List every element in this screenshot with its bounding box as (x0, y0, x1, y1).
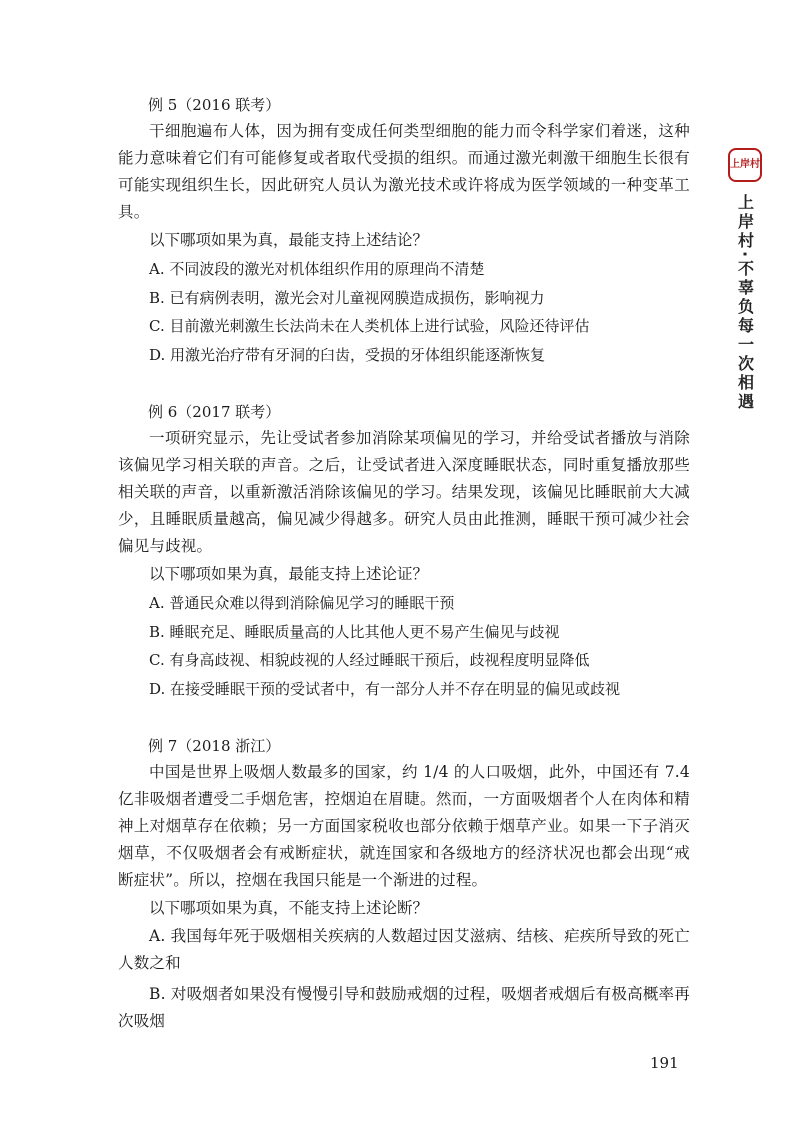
option-b: B. 已有病例表明，激光会对儿童视网膜造成损伤，影响视力 (149, 288, 545, 307)
option-b: B. 睡眠充足、睡眠质量高的人比其他人更不易产生偏见与歧视 (149, 622, 560, 641)
option-c: C. 有身高歧视、相貌歧视的人经过睡眠干预后，歧视程度明显降低 (149, 651, 590, 669)
option-d: D. 用激光治疗带有牙洞的臼齿，受损的牙体组织能逐渐恢复 (149, 345, 546, 364)
option-b: B. 对吸烟者如果没有慢慢引导和鼓励戒烟的过程，吸烟者戒烟后有极高概率再次吸烟 (118, 985, 690, 1030)
example-block (118, 92, 690, 369)
option-c: C. 目前激光刺激生长法尚未在人类机体上进行试验，风险还待评估 (149, 317, 590, 335)
example-title: 例 7（2018 浙江） (148, 737, 281, 755)
example-question: 以下哪项如果为真，不能支持上述论断？ (149, 899, 429, 917)
example-question: 以下哪项如果为真，最能支持上述论证？ (149, 565, 429, 583)
option-a: A. 不同波段的激光对机体组织作用的原理尚不清楚 (149, 260, 485, 278)
page-number: 191 (650, 1054, 679, 1072)
example-paragraph: 中国是世界上吸烟人数最多的国家，约 1/4 的人口吸烟，此外，中国还有 7.4 亿非吸烟者遭受二手烟危害，控烟迫在眉睫。然而，一方面吸烟者个人在肉体和精神上对烟草存在依赖；另一方面国家税收也部分依赖于烟草产业。如果一下子消灭烟草，不仅吸烟者会有戒断症状，就连国家和各级地方的经济状况也都会出现“戒断症状”。所以，控烟在我国只能是一个渐进的过程。 (118, 763, 690, 889)
option-d: D. 在接受睡眠干预的受试者中，有一部分人并不存在明显的偏见或歧视 (149, 679, 621, 698)
option-a: A. 我国每年死于吸烟相关疾病的人数超过因艾滋病、结核、疟疾所导致的死亡人数之和 (118, 927, 691, 972)
example-paragraph: 一项研究显示，先让受试者参加消除某项偏见的学习，并给受试者播放与消除该偏见学习相关联的声音。之后，让受试者进入深度睡眠状态，同时重复播放那些相关联的声音，以重新激活消除该偏见的学习。结果发现，该偏见比睡眠前大大减少，且睡眠质量越高，偏见减少得越多。研究人员由此推测，睡眠干预可减少社会偏见与歧视。 (118, 429, 690, 555)
example-question: 以下哪项如果为真，最能支持上述结论？ (149, 231, 429, 249)
brand-seal: 上岸村 (728, 148, 762, 182)
example-title: 例 6（2017 联考） (148, 403, 281, 421)
example-block (118, 733, 690, 1035)
sidebar-slogan: 上岸村·不辜负每一次相遇 (735, 194, 755, 413)
example-paragraph: 干细胞遍布人体，因为拥有变成任何类型细胞的能力而令科学家们着迷，这种能力意味着它们有可能修复或者取代受损的组织。而通过激光刺激干细胞生长很有可能实现组织生长，因此研究人员认为激光技术或许将成为医学领域的一种变革工具。 (118, 122, 690, 221)
option-a: A. 普通民众难以得到消除偏见学习的睡眠干预 (149, 594, 455, 612)
example-title: 例 5（2016 联考） (148, 96, 281, 114)
page-content (118, 92, 690, 1035)
example-block (118, 399, 690, 703)
sidebar (726, 148, 764, 412)
